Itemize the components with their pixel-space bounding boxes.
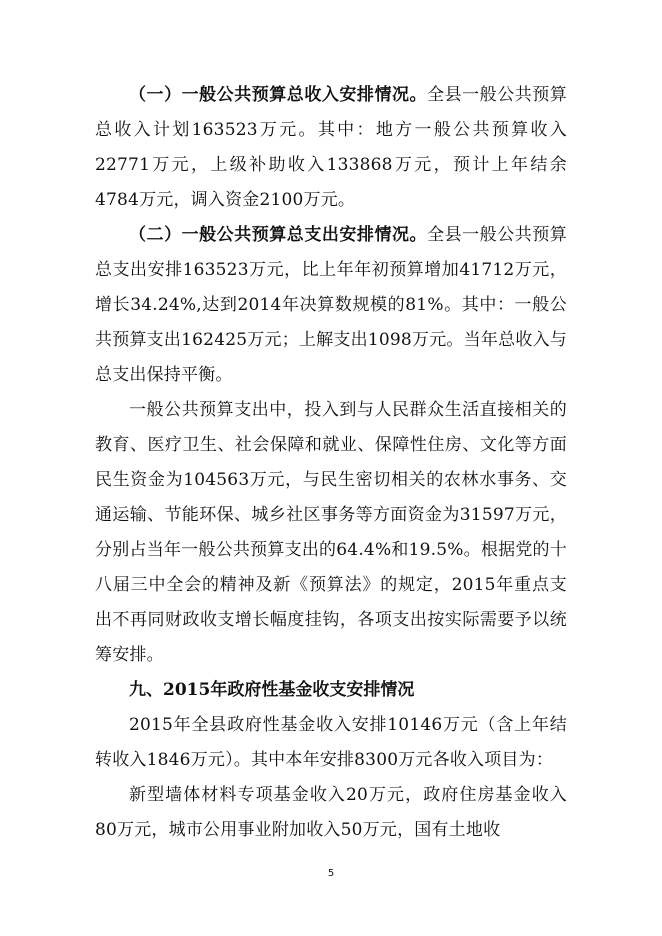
paragraph-general-budget-revenue [95,78,567,218]
paragraph-lead-expenditure: （二）一般公共预算总支出安排情况。 [129,225,428,245]
paragraph-body-expenditure: 全县一般公共预算总支出安排163523万元，比上年年初预算增加41712万元，增长34.24%,达到2014年决算数规模的81%。其中：一般公共预算支出162425万元；上解支出1098万元。当年总收入与总支出保持平衡。 [95,225,567,385]
paragraph-lead-revenue: （一）一般公共预算总收入安排情况。 [129,85,428,105]
paragraph-general-budget-expenditure [95,218,567,393]
paragraph-fund-revenue: 2015年全县政府性基金收入安排10146万元（含上年结转收入1846万元）。其中本年安排8300万元各收入项目为： [95,715,567,770]
paragraph-fund-items: 新型墙体材料专项基金收入20万元，政府住房基金收入80万元，城市公用事业附加收入50万元，国有土地收 [95,785,567,840]
paragraph-livelihood-spending: 一般公共预算支出中，投入到与人民群众生活直接相关的教育、医疗卫生、社会保障和就业、保障性住房、文化等方面民生资金为104563万元，与民生密切相关的农林水事务、交通运输、节能环保、城乡社区事务等方面资金为31597万元，分别占当年一般公共预算支出的64.4%和19.5%。根据党的十八届三中全会的精神及新《预算法》的规定，2015年重点支出不再同财政收支增长幅度挂钩，各项支出按实际需要予以统筹安排。 [95,400,567,665]
page-number: 5 [327,868,335,879]
paragraph-body-revenue: 全县一般公共预算总收入计划163523万元。其中：地方一般公共预算收入22771万元，上级补助收入133868万元，预计上年结余4784万元，调入资金2100万元。 [95,85,567,210]
section-heading-fund-budget: 九、2015年政府性基金收支安排情况 [129,680,415,700]
